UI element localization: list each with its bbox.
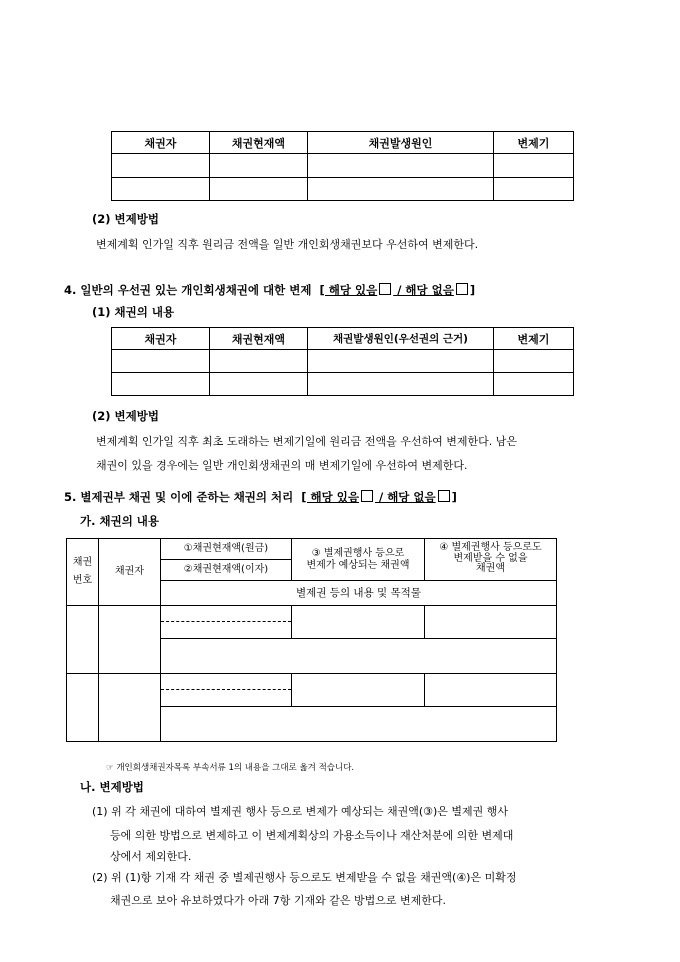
cell bbox=[161, 690, 292, 707]
applicability-bracket bbox=[319, 283, 475, 297]
section-4-heading bbox=[64, 282, 475, 298]
table-row bbox=[112, 178, 574, 201]
cell bbox=[161, 674, 292, 690]
col-expected-repayment bbox=[292, 539, 425, 581]
cell bbox=[494, 154, 574, 178]
not-applicable-label: / 해당 없음 bbox=[378, 490, 436, 504]
cell bbox=[161, 639, 557, 674]
cell bbox=[161, 622, 292, 639]
cell bbox=[210, 373, 308, 396]
section-5-heading bbox=[64, 489, 457, 505]
cell bbox=[112, 350, 210, 373]
table-row bbox=[112, 350, 574, 373]
col-creditor: 채권자 bbox=[99, 539, 161, 606]
not-applicable-checkbox[interactable] bbox=[438, 490, 450, 502]
cell bbox=[99, 674, 161, 742]
cell bbox=[112, 373, 210, 396]
cell bbox=[494, 178, 574, 201]
paragraph-line: (1) 위 각 채권에 대하여 별제권 행사 등으로 변제가 예상되는 채권액(③)은 별제권 행사 bbox=[92, 805, 509, 818]
col-description: 별제권 등의 내용 및 목적물 bbox=[161, 581, 557, 606]
applicability-bracket bbox=[301, 490, 457, 504]
cell bbox=[292, 606, 425, 639]
subsection-title: (1) 채권의 내용 bbox=[92, 305, 175, 319]
cell bbox=[67, 606, 99, 674]
paragraph-line: (2) 위 (1)항 기재 각 채권 중 별제권행사 등으로도 변제받을 수 없을 채권액(④)은 미확정 bbox=[92, 871, 517, 884]
table-row bbox=[67, 674, 557, 690]
cell bbox=[210, 350, 308, 373]
cell bbox=[210, 178, 308, 201]
paragraph-line: 변제계획 인가일 직후 최초 도래하는 변제기일에 원리금 전액을 우선하여 변제한다. 남은 bbox=[96, 435, 517, 448]
col-claim-no-line1: 채권 bbox=[72, 557, 93, 568]
cell bbox=[308, 178, 494, 201]
header-line: ③ 별제권행사 등으로 bbox=[311, 547, 405, 559]
cell bbox=[425, 674, 557, 707]
applicable-label: [ 해당 있음 bbox=[319, 283, 378, 297]
col-principal: ①채권현재액(원금) bbox=[161, 539, 292, 560]
cell bbox=[308, 350, 494, 373]
cell bbox=[67, 674, 99, 742]
paragraph-line: 상에서 제외한다. bbox=[110, 850, 192, 863]
table-row bbox=[112, 373, 574, 396]
header-line: 변제가 예상되는 채권액 bbox=[306, 559, 410, 571]
heading-text: 4. 일반의 우선권 있는 개인회생채권에 대한 변제 bbox=[64, 283, 312, 297]
bracket-close: ] bbox=[451, 490, 457, 504]
cell bbox=[494, 373, 574, 396]
cell bbox=[210, 154, 308, 178]
table-row bbox=[112, 154, 574, 178]
paragraph-line: 채권이 있을 경우에는 일반 개인회생채권의 매 변제기일에 우선하여 변제한다. bbox=[96, 459, 468, 472]
col-creditor: 채권자 bbox=[112, 132, 210, 154]
secured-claims-table bbox=[66, 538, 557, 742]
col-claim-no-line2: 번호 bbox=[72, 575, 93, 586]
priority-claims-table bbox=[111, 327, 574, 396]
col-due-date: 변제기 bbox=[494, 132, 574, 154]
not-applicable-checkbox[interactable] bbox=[456, 283, 468, 295]
cell bbox=[161, 707, 557, 742]
applicable-checkbox[interactable] bbox=[361, 490, 373, 502]
paragraph: 변제계획 인가일 직후 원리금 전액을 일반 개인회생채권보다 우선하여 변제한다. bbox=[96, 238, 479, 251]
applicable-checkbox[interactable] bbox=[379, 283, 391, 295]
subsection-title: 나. 변제방법 bbox=[80, 780, 144, 794]
paragraph-line: 등에 의한 방법으로 변제하고 이 변제계획상의 가용소득이나 재산처분에 의한 변제대 bbox=[110, 829, 514, 842]
heading-text: 5. 별제권부 채권 및 이에 준하는 채권의 처리 bbox=[64, 490, 294, 504]
cell bbox=[112, 154, 210, 178]
subsection-title: (2) 변제방법 bbox=[92, 409, 159, 423]
cell bbox=[99, 606, 161, 674]
claims-table-top bbox=[111, 131, 574, 201]
paragraph-line: 채권으로 보아 유보하였다가 아래 7항 기재와 같은 방법으로 변제한다. bbox=[110, 894, 446, 907]
subsection-title: 가. 채권의 내용 bbox=[80, 514, 160, 528]
cell bbox=[494, 350, 574, 373]
header-line: ④ 별제권행사 등으로도 bbox=[439, 542, 542, 553]
col-cause: 채권발생원인(우선권의 근거) bbox=[308, 328, 494, 350]
col-current-amount: 채권현재액 bbox=[210, 328, 308, 350]
col-creditor: 채권자 bbox=[112, 328, 210, 350]
cell bbox=[161, 606, 292, 622]
col-due-date: 변제기 bbox=[494, 328, 574, 350]
col-interest: ②채권현재액(이자) bbox=[161, 560, 292, 581]
cell bbox=[292, 674, 425, 707]
col-unpaid-amount bbox=[425, 539, 557, 581]
col-claim-no bbox=[67, 539, 99, 606]
col-cause: 채권발생원인 bbox=[308, 132, 494, 154]
header-line: 채권액 bbox=[476, 563, 505, 574]
cell bbox=[308, 373, 494, 396]
table-row bbox=[67, 606, 557, 622]
applicable-label: [ 해당 있음 bbox=[301, 490, 359, 504]
cell bbox=[308, 154, 494, 178]
col-current-amount: 채권현재액 bbox=[210, 132, 308, 154]
section-title: (2) 변제방법 bbox=[92, 212, 159, 226]
cell bbox=[425, 606, 557, 639]
bracket-close: ] bbox=[469, 283, 476, 297]
table-note: ☞ 개인회생채권자목록 부속서류 1의 내용을 그대로 옮겨 적습니다. bbox=[106, 763, 355, 773]
not-applicable-label: / 해당 없음 bbox=[397, 283, 454, 297]
header-line: 변제받을 수 없을 bbox=[453, 553, 528, 564]
cell bbox=[112, 178, 210, 201]
